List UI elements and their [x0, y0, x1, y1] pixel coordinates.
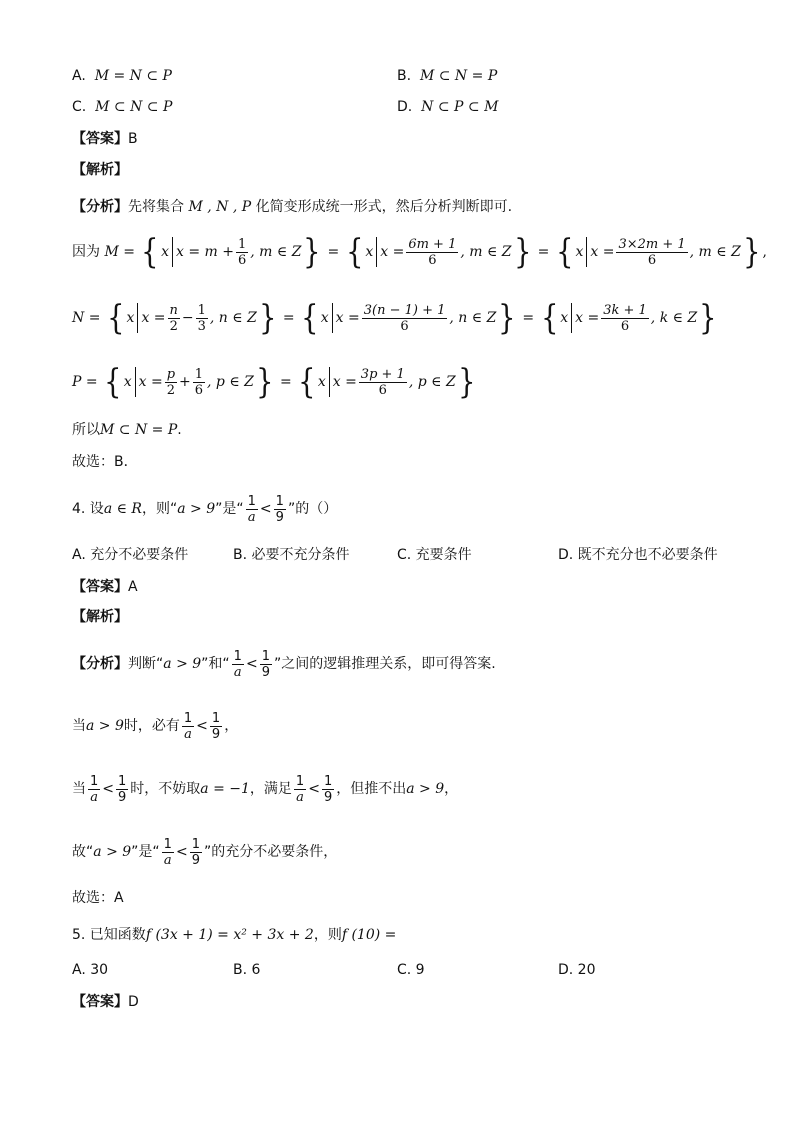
q3-fenxi: 【分析】先将集合 M , N , P 化简变形成统一形式，然后分析判断即可. — [72, 199, 513, 215]
q4-analysis-heading: 【解析】 — [72, 609, 128, 625]
q3-answer: 【答案】B — [72, 131, 138, 147]
q4-fenxi: 【分析】判断“a > 9”和“ $\frac{1}{a}$ < $\frac{1}{9}$ ”之间的逻辑推理关系，即可得答案. — [72, 648, 496, 680]
q4-choose: 故选：A — [72, 890, 124, 906]
q4-option-c: C. 充要条件 — [397, 547, 472, 563]
q5-option-a: A. 30 — [72, 962, 109, 978]
q3-option-c: C. M ⊂ N ⊂ P — [72, 99, 173, 115]
q3-set-p-equation: P = { x x = $\frac{p}{2}$ + $\frac{1}{6}$ , p ∈ Z} = { x x = $\frac{3p + 1}{6}$ , p ∈ Z} — [72, 362, 476, 402]
q3-set-n-equation: N = { x x = $\frac{n}{2}$ − $\frac{1}{3}$ , n ∈ Z} = { x x = $\frac{3(n - 1) + 1}{6}$ , n ∈ Z} = { x x = $\frac{3k + 1}{6}$ , k ∈ Z} — [72, 298, 717, 338]
q5-option-c: C. 9 — [397, 962, 425, 978]
q5-option-b: B. 6 — [233, 962, 261, 978]
q4-option-d: D. 既不充分也不必要条件 — [558, 547, 718, 563]
q4-stem: 4. 设a ∈ R，则“a > 9”是“ $\frac{1}{a}$ < $\frac{1}{9}$ ”的（） — [72, 493, 338, 525]
q5-option-d: D. 20 — [558, 962, 596, 978]
q4-option-a: A. 充分不必要条件 — [72, 547, 189, 563]
q3-option-a: A. M = N ⊂ P — [72, 68, 172, 84]
q4-reason-line-1: 当a > 9时，必有 $\frac{1}{a}$ < $\frac{1}{9}$ ， — [72, 710, 239, 742]
q3-option-d: D. N ⊂ P ⊂ M — [397, 99, 499, 115]
q4-option-b: B. 必要不充分条件 — [233, 547, 350, 563]
q4-reason-line-2: 当 $\frac{1}{a}$ < $\frac{1}{9}$ 时，不妨取a = −1，满足 $\frac{1}{a}$ < $\frac{1}{9}$ ，但推不出a > 9， — [72, 773, 459, 805]
q3-analysis-heading: 【解析】 — [72, 162, 128, 178]
q4-reason-line-3: 故“a > 9”是“ $\frac{1}{a}$ < $\frac{1}{9}$ ”的充分不必要条件， — [72, 836, 338, 868]
q5-answer: 【答案】D — [72, 994, 139, 1010]
q3-choose: 故选：B． — [72, 454, 138, 470]
q5-stem: 5. 已知函数f (3x + 1) = x² + 3x + 2，则f (10) = — [72, 927, 397, 943]
q3-conclusion: 所以M ⊂ N = P. — [72, 422, 182, 438]
q4-answer: 【答案】A — [72, 579, 138, 595]
q3-set-m-equation: 因为 M = { x x = m + $\frac{1}{6}$ , m ∈ Z} = { x x = $\frac{6m + 1}{6}$ , m ∈ Z} = { x x = $\frac{3\times 2m + 1}{6}$ , m ∈ Z} , — [72, 232, 767, 272]
q3-option-b: B. M ⊂ N = P — [397, 68, 498, 84]
